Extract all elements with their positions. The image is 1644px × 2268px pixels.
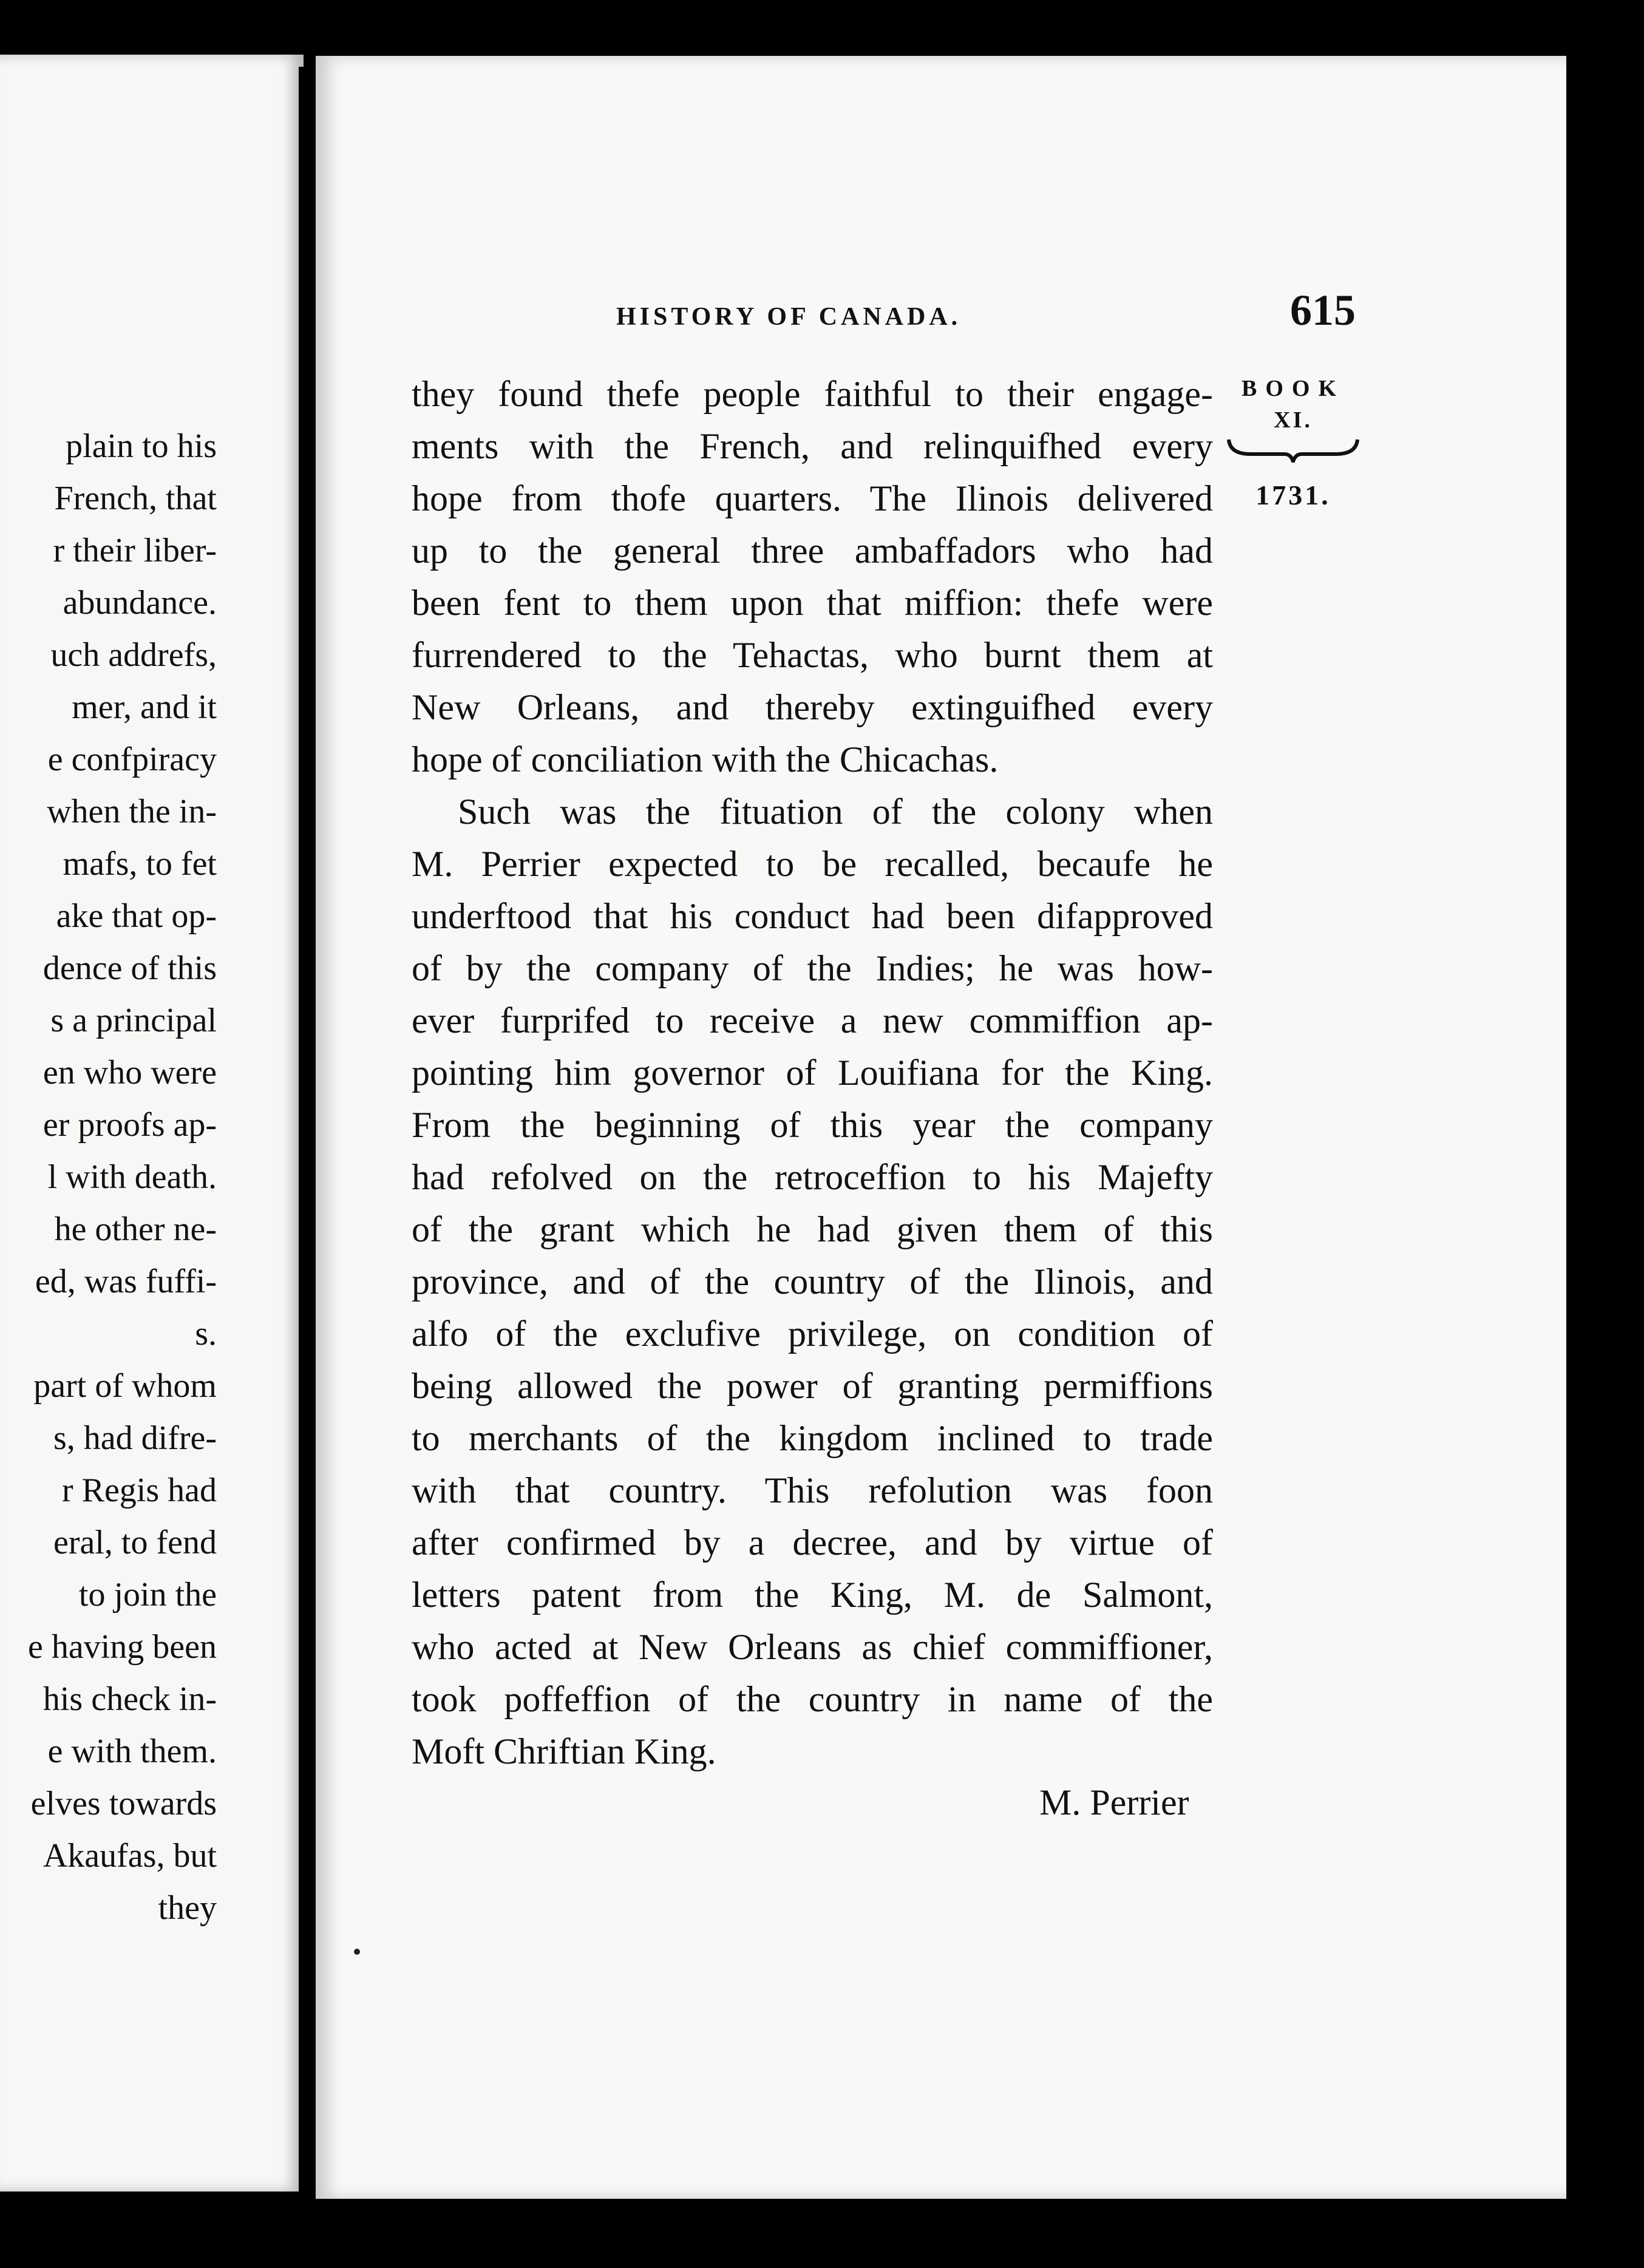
text-line: hope of conciliation with the Chicachas.	[412, 739, 999, 779]
left-page-text	[28, 420, 217, 1934]
text-line: hope from thofe quarters. The Ilinois delivered	[412, 478, 1213, 518]
text-line: alfo of the exclufive privilege, on condition of	[412, 1314, 1213, 1354]
curly-brace-icon	[1226, 436, 1360, 463]
text-line: Akaufas, but	[42, 1837, 217, 1875]
text-line: r Regis had	[61, 1472, 217, 1509]
ink-speck	[354, 1949, 360, 1955]
text-line: s a principal	[50, 1002, 217, 1039]
text-line: r their liber-	[53, 532, 217, 569]
text-line: after confirmed by a decree, and by virtue of	[412, 1523, 1213, 1563]
text-line: to join the	[78, 1576, 217, 1614]
margin-book-label: BOOK	[1241, 376, 1345, 401]
text-line: to merchants of the kingdom inclined to trade	[412, 1418, 1213, 1458]
margin-note	[1220, 375, 1366, 511]
text-line: elves towards	[30, 1785, 217, 1822]
text-line: who acted at New Orleans as chief commiffioner,	[412, 1627, 1213, 1667]
text-line: had refolved on the retroceffion to his Majefty	[412, 1157, 1213, 1197]
text-line: he other ne-	[54, 1210, 217, 1248]
text-line: l with death.	[47, 1158, 217, 1196]
text-line: Moft Chriftian King.	[412, 1731, 716, 1771]
text-line: ments with the French, and relinquifhed every	[412, 426, 1213, 466]
text-line: mafs, to fet	[63, 845, 217, 883]
text-line: being allowed the power of granting permiffions	[412, 1366, 1213, 1406]
text-line: of by the company of the Indies; he was how-	[412, 948, 1213, 988]
margin-year: 1731.	[1255, 480, 1331, 511]
text-line: of the grant which he had given them of this	[412, 1209, 1213, 1249]
text-line: province, and of the country of the Ilinois, and	[412, 1261, 1213, 1302]
text-line: s, had difre-	[53, 1419, 217, 1457]
text-line: er proofs ap-	[42, 1106, 217, 1144]
text-line: plain to his	[66, 427, 217, 465]
text-line: underftood that his conduct had been difapproved	[412, 896, 1213, 936]
text-line: been fent to them upon that miffion: thefe were	[412, 583, 1213, 623]
text-line: en who were	[42, 1054, 217, 1092]
body-text	[412, 368, 1213, 1777]
text-line: Such was the fituation of the colony when	[458, 792, 1213, 832]
text-line: up to the general three ambaffadors who had	[412, 531, 1213, 571]
text-line: e confpiracy	[47, 741, 217, 778]
text-line: e with them.	[47, 1733, 217, 1770]
text-line: ever furprifed to receive a new commiffion ap-	[412, 1000, 1213, 1041]
page-number: 615	[1290, 286, 1356, 334]
text-line: From the beginning of this year the company	[412, 1105, 1213, 1145]
paragraph-1	[412, 368, 1213, 786]
text-line: abundance.	[63, 584, 217, 622]
text-line: part of whom	[33, 1367, 217, 1405]
text-line: s.	[195, 1315, 217, 1353]
text-line: his check in-	[42, 1680, 217, 1718]
text-line: eral, to fend	[53, 1524, 217, 1561]
text-line: with that country. This refolution was foon	[412, 1470, 1213, 1510]
paragraph-2	[412, 786, 1213, 1777]
text-line: French, that	[54, 480, 217, 517]
text-line: e having been	[28, 1628, 217, 1666]
text-line: dence of this	[42, 949, 217, 987]
text-line: mer, and it	[72, 688, 217, 726]
text-line: they	[158, 1889, 217, 1927]
text-line: M. Perrier expected to be recalled, becaufe he	[412, 844, 1213, 884]
text-line: took poffeffion of the country in name of the	[412, 1679, 1213, 1719]
text-line: New Orleans, and thereby extinguifhed every	[412, 687, 1213, 727]
running-head: HISTORY OF CANADA.	[616, 303, 962, 331]
text-line: ake that op-	[56, 897, 217, 935]
catchword: M. Perrier	[1039, 1782, 1189, 1822]
text-line: letters patent from the King, M. de Salmont,	[412, 1575, 1213, 1615]
text-line: furrendered to the Tehactas, who burnt them at	[412, 635, 1213, 675]
text-line: uch addrefs,	[50, 636, 217, 674]
text-line: they found thefe people faithful to their engage-	[412, 374, 1213, 414]
text-line: ed, was fuffi-	[35, 1263, 217, 1300]
text-line: pointing him governor of Louifiana for the King.	[412, 1053, 1213, 1093]
left-page	[0, 55, 304, 2192]
text-line: when the in-	[47, 793, 217, 830]
margin-volume: XI.	[1274, 407, 1313, 433]
